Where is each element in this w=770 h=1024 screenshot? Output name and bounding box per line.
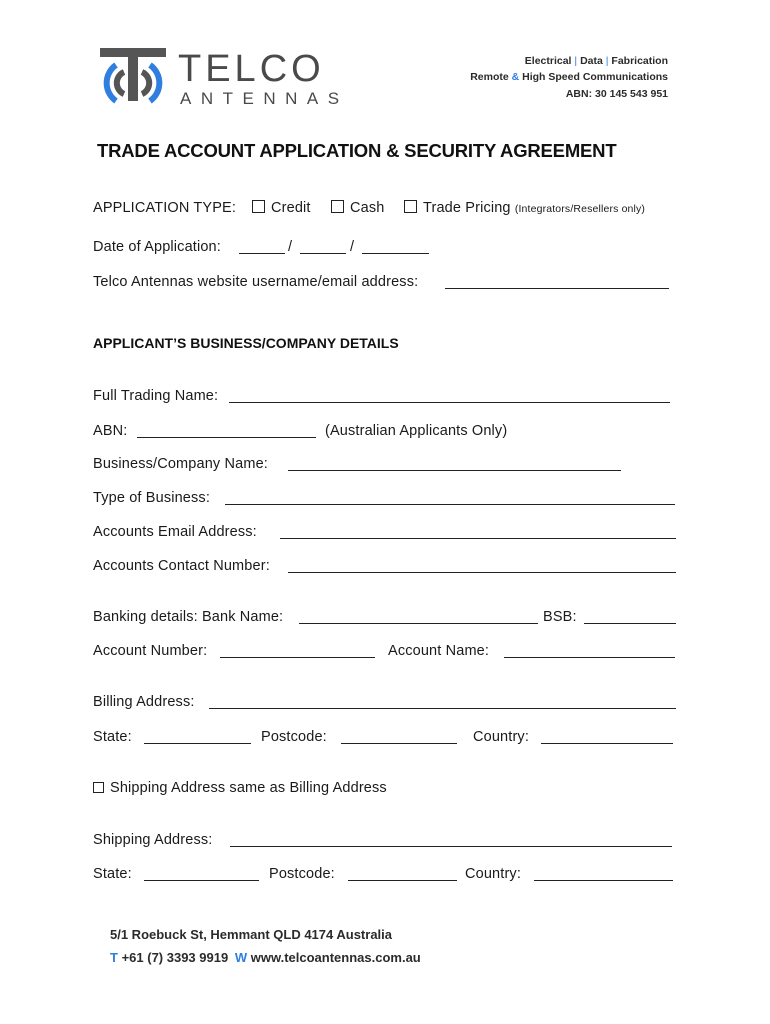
footer-phone: +61 (7) 3393 9919 [121, 950, 229, 965]
shipping-country-field[interactable] [534, 880, 673, 881]
abn-label: ABN: [93, 423, 128, 439]
shipping-address-label: Shipping Address: [93, 832, 213, 848]
billing-postcode-field[interactable] [341, 743, 457, 744]
logo-subtitle: ANTENNAS [180, 89, 349, 108]
header-separator: | [605, 55, 609, 67]
header-communications: Remote & High Speed Communications [470, 71, 668, 83]
bank-name-field[interactable] [299, 623, 538, 624]
accounts-contact-label: Accounts Contact Number: [93, 558, 270, 574]
accounts-contact-field[interactable] [288, 572, 676, 573]
shipping-state-field[interactable] [144, 880, 259, 881]
bsb-field[interactable] [584, 623, 676, 624]
trade-pricing-note: (Integrators/Resellers only) [514, 203, 646, 215]
page-title: TRADE ACCOUNT APPLICATION & SECURITY AGREEMENT [97, 140, 617, 161]
billing-postcode-label: Postcode: [261, 729, 327, 745]
footer-website[interactable]: www.telcoantennas.com.au [250, 950, 421, 965]
header-separator: | [574, 55, 578, 67]
application-type-label: APPLICATION TYPE: [93, 200, 237, 216]
shipping-state-label: State: [93, 866, 132, 882]
footer-contact [110, 950, 421, 965]
phone-label: T [110, 950, 118, 965]
website-username-label: Telco Antennas website username/email address: [93, 274, 419, 290]
account-number-label: Account Number: [93, 643, 208, 659]
header-electrical: Electrical [524, 55, 572, 67]
account-number-field[interactable] [220, 657, 375, 658]
shipping-same-checkbox[interactable] [93, 782, 104, 793]
credit-option[interactable]: Credit [252, 200, 311, 216]
cash-option[interactable]: Cash [331, 200, 384, 216]
logo-wordmark: TELCO [178, 48, 325, 90]
website-username-field[interactable] [445, 288, 669, 289]
date-slash: / [350, 239, 355, 255]
bsb-label: BSB: [543, 609, 577, 625]
billing-state-label: State: [93, 729, 132, 745]
shipping-postcode-field[interactable] [348, 880, 457, 881]
billing-country-label: Country: [473, 729, 529, 745]
abn-field[interactable] [137, 437, 316, 438]
header-data: Data [580, 55, 603, 67]
business-name-field[interactable] [288, 470, 621, 471]
business-name-label: Business/Company Name: [93, 456, 268, 472]
section-heading: APPLICANT’S BUSINESS/COMPANY DETAILS [93, 335, 399, 351]
account-name-label: Account Name: [388, 643, 490, 659]
billing-country-field[interactable] [541, 743, 673, 744]
shipping-country-label: Country: [465, 866, 521, 882]
header-abn: ABN: 30 145 543 951 [565, 88, 668, 100]
date-day-field[interactable] [239, 253, 285, 254]
full-trading-name-field[interactable] [229, 402, 670, 403]
date-month-field[interactable] [300, 253, 346, 254]
abn-note: (Australian Applicants Only) [325, 423, 508, 439]
shipping-same-option[interactable]: Shipping Address same as Billing Address [93, 780, 387, 796]
type-of-business-label: Type of Business: [93, 490, 210, 506]
full-trading-name-label: Full Trading Name: [93, 388, 219, 404]
trade-pricing-option[interactable]: Trade Pricing (Integrators/Resellers only) [404, 200, 645, 216]
trade-pricing-checkbox[interactable] [404, 200, 417, 213]
cash-checkbox[interactable] [331, 200, 344, 213]
accounts-email-field[interactable] [280, 538, 676, 539]
header-fabrication: Fabrication [611, 55, 668, 67]
header-services [525, 55, 668, 67]
account-name-field[interactable] [504, 657, 675, 658]
date-slash: / [288, 239, 293, 255]
accounts-email-label: Accounts Email Address: [93, 524, 257, 540]
telco-logo-mark-icon [100, 48, 170, 110]
website-label: W [234, 950, 248, 965]
logo [100, 48, 360, 110]
type-of-business-field[interactable] [225, 504, 675, 505]
footer-address: 5/1 Roebuck St, Hemmant QLD 4174 Australia [110, 927, 393, 942]
billing-address-field[interactable] [209, 708, 676, 709]
credit-checkbox[interactable] [252, 200, 265, 213]
billing-state-field[interactable] [144, 743, 251, 744]
date-label: Date of Application: [93, 239, 221, 255]
shipping-address-field[interactable] [230, 846, 672, 847]
date-year-field[interactable] [362, 253, 429, 254]
shipping-postcode-label: Postcode: [269, 866, 335, 882]
billing-address-label: Billing Address: [93, 694, 195, 710]
bank-name-label: Banking details: Bank Name: [93, 609, 284, 625]
